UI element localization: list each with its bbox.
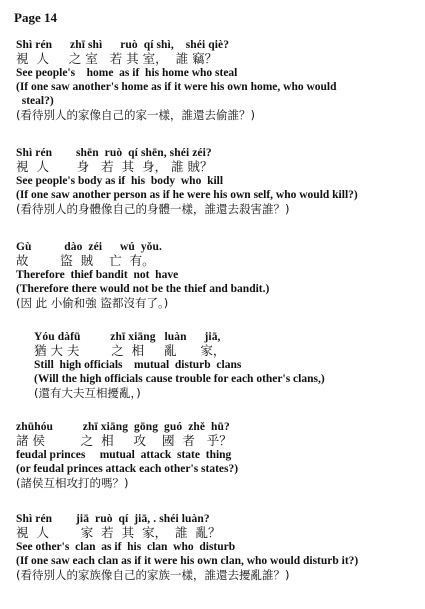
pinyin-line: Yóu dàfū zhī xiāng luàn jiā,	[34, 331, 221, 343]
gloss-line: feudal princes mutual attack state thing	[16, 449, 232, 461]
chinese-translation-line: (還有大夫互相擾亂，)	[34, 386, 141, 400]
translation-line: (Therefore there would not be the thief and bandit.)	[16, 283, 270, 295]
chinese-characters-line: 猶 大 夫 之 相 亂 家，	[34, 344, 226, 358]
verse-section-2	[16, 146, 421, 216]
verse-section-4	[34, 330, 419, 400]
pinyin-line: Shì rén shēn ruò qí shēn, shéi zéi?	[16, 147, 212, 159]
pinyin-line: Shì rén jiā ruò qí jiā, . shéi luàn?	[16, 513, 210, 525]
chinese-characters-line: 故 盜 賊 亡 有。	[16, 254, 155, 268]
translation-line: steal?)	[16, 95, 54, 107]
verse-section-6	[16, 512, 421, 582]
translation-line: (If one saw another's home as if it were his own home, who would	[16, 81, 337, 93]
verse-section-5	[16, 420, 421, 490]
chinese-characters-line: 諸 侯 之 相 攻 國 者 乎？	[16, 434, 232, 448]
page-number: Page 14	[14, 10, 57, 25]
chinese-characters-line: 視 人 家 若 其 家， 誰 亂？	[16, 526, 221, 540]
pinyin-line: Shì rén zhī shì ruò qí shì, shéi qiè?	[16, 39, 230, 51]
chinese-translation-line: (因 此 小偷和強 盜都沒有了。)	[16, 296, 169, 310]
gloss-line: See other's clan as if his clan who disturb	[16, 541, 236, 553]
verse-section-1	[16, 38, 421, 122]
translation-line: (If one saw another person as if he were his own self, who would kill?)	[16, 189, 358, 201]
gloss-line: Still high officials mutual disturb clans	[34, 359, 242, 371]
chinese-translation-line: (諸侯互相攻打的嗎？)	[16, 476, 129, 490]
translation-line: (or feudal princes attack each other's states?)	[16, 463, 239, 475]
pinyin-line: zhūhóu zhī xiāng gōng guó zhě hū?	[16, 421, 230, 433]
chinese-translation-line: (看待別人的家族像自己的家族一樣，誰還去擾亂誰？)	[16, 568, 290, 582]
chinese-translation-line: (看待別人的家像自己的家一樣，誰還去偷誰？)	[16, 108, 255, 122]
translation-line: (Will the high officials cause trouble for each other's clans,)	[34, 373, 325, 385]
translation-line: (If one saw each clan as if it were his own clan, who would disturb it?)	[16, 555, 359, 567]
gloss-line: See people's home as if his home who steal	[16, 67, 238, 79]
chinese-translation-line: (看待別人的身體像自己的身體一樣，誰還去殺害誰？)	[16, 202, 290, 216]
gloss-line: See people's body as if his body who kill	[16, 175, 224, 187]
gloss-line: Therefore thief bandit not have	[16, 269, 179, 281]
pinyin-line: Gù dào zéi wú yǒu.	[16, 241, 162, 253]
verse-section-3	[16, 240, 421, 310]
chinese-characters-line: 視 人 身 若 其 身， 誰 賊？	[16, 160, 213, 174]
chinese-characters-line: 視 人 之 室 若 其 室， 誰 竊？	[16, 52, 218, 66]
